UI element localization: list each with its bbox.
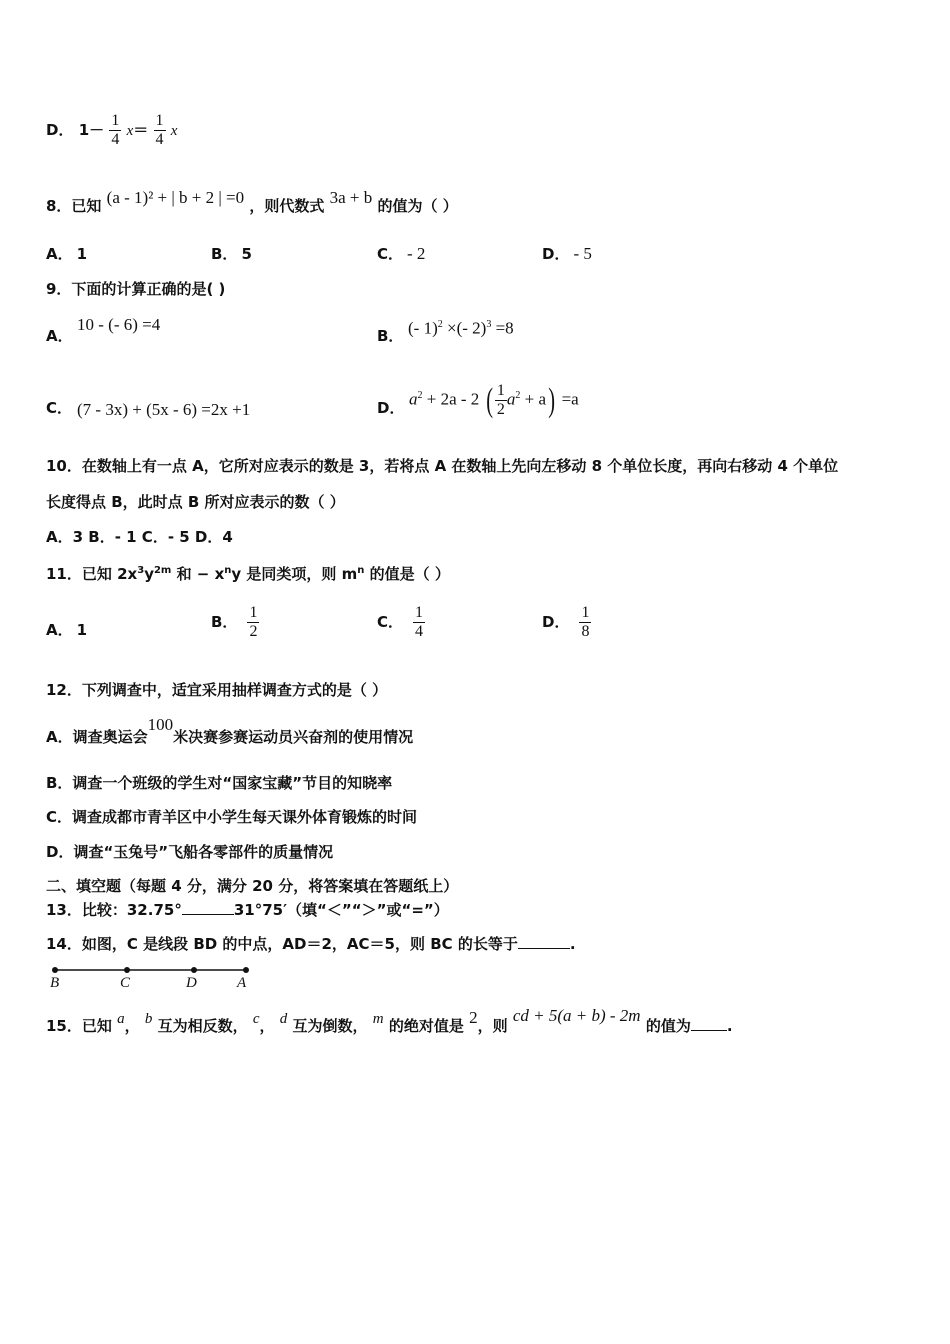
q10-options: A．3 B．- 1 C．- 5 D．4: [46, 528, 233, 546]
q13: 13．比较：32.75° 31°75′（填“＜”“＞”或“=”）: [46, 901, 449, 919]
q9-option-b-label: B．: [377, 327, 404, 345]
q15-answer-blank[interactable]: [691, 1030, 727, 1031]
q8-option-a: A． 1: [46, 245, 88, 263]
q8-stem: [46, 188, 458, 216]
q7-fraction-1: $\frac{1}{4}$: [111, 112, 120, 148]
q7-fraction-2: $\frac{1}{4}$: [155, 112, 164, 148]
q11-option-d: D． $\frac{1}{8}$: [542, 604, 590, 640]
q7-eq: ＝: [133, 121, 149, 139]
q8-option-c: C． - 2: [377, 244, 426, 263]
q12-stem: 12．下列调查中，适宜采用抽样调查方式的是（ ）: [46, 681, 388, 699]
q8-option-d: D． - 5: [542, 244, 592, 263]
q8-stem-post: 的值为（ ）: [377, 197, 458, 215]
q9-option-d-label: D．: [377, 399, 405, 417]
q7-option-d: [46, 112, 177, 149]
q8-stem-mid: ，则代数式: [249, 197, 325, 215]
q8-option-b: B． 5: [211, 245, 252, 263]
q12-option-b: B．调查一个班级的学生对“国家宝藏”节目的知晓率: [46, 774, 393, 792]
q14-answer-blank[interactable]: [518, 948, 570, 949]
point-label-d: D: [186, 975, 197, 991]
q9-option-c-label: C．: [46, 399, 73, 417]
q7-label: D．: [46, 121, 74, 139]
q11-option-b: B． $\frac{1}{2}$: [211, 604, 258, 640]
point-label-a: A: [237, 975, 247, 991]
q15: 15．已知 a， b 互为相反数， c， d 互为倒数， m 的绝对值是 2，则 cd + 5(a + b) - 2m 的值为 .: [46, 1006, 733, 1035]
q8-stem-pre: 8．已知: [46, 197, 102, 215]
section-heading-fill-in: 二、填空题（每题 4 分，满分 20 分，将答案填在答题纸上）: [46, 877, 459, 895]
q8-expression: (a - 1)² + | b + 2 | =0: [106, 188, 245, 207]
q8-expression-2: 3a + b: [329, 188, 373, 207]
q12-option-c: C．调查成都市青羊区中小学生每天课外体育锻炼的时间: [46, 808, 418, 826]
q12-option-d: D．调查“玉兔号”飞船各零部件的质量情况: [46, 843, 334, 861]
q9-option-d-expr: $a^2 + 2a - 2$ ( $\frac{1}{2}$ $a^2 + a) =a$: [409, 381, 579, 419]
left-paren: (: [485, 381, 493, 419]
q9-option-a-expr: 10 - (- 6) =4: [77, 315, 161, 334]
q14-line-segment-figure: [46, 962, 266, 992]
q13-answer-blank[interactable]: [182, 914, 234, 915]
q11-option-c: C． $\frac{1}{4}$: [377, 604, 424, 640]
q9-option-b-expr: (- 1)$^2$ ×(- 2)$^3$ =8: [408, 318, 514, 338]
right-paren: ): [548, 381, 556, 419]
q9-d-fraction: $\frac{1}{2}$: [496, 382, 505, 419]
q11-option-a: A． 1: [46, 621, 88, 639]
q7-one: 1: [78, 121, 90, 139]
q9-option-c-expr: (7 - 3x) + (5x - 6) =2x +1: [77, 400, 251, 419]
point-label-b: B: [50, 975, 60, 991]
q7-x2: x: [170, 123, 178, 139]
q10-line1: 10．在数轴上有一点 A，它所对应表示的数是 3，若将点 A 在数轴上先向左移动 8 个单位长度，再向右移动 4 个单位: [46, 457, 839, 475]
point-label-c: C: [120, 975, 131, 991]
q7-minus: －: [89, 121, 105, 139]
q9-stem: 9．下面的计算正确的是( ): [46, 280, 226, 298]
q14: 14．如图，C 是线段 BD 的中点，AD＝2，AC＝5，则 BC 的长等于 .: [46, 935, 576, 953]
q9-option-a-label: A．: [46, 327, 73, 345]
q7-x1: x: [126, 123, 134, 139]
q12-option-a: A．调查奥运会100米决赛参赛运动员兴奋剂的使用情况: [46, 715, 414, 746]
q11-stem: 11．已知 $2x^3y^{2m}$ 和 − $x^ny$ 是同类项，则 $m^n$ 的值是（ ）: [46, 565, 450, 583]
q10-line2: 长度得点 B，此时点 B 所对应表示的数（ ）: [46, 493, 345, 511]
